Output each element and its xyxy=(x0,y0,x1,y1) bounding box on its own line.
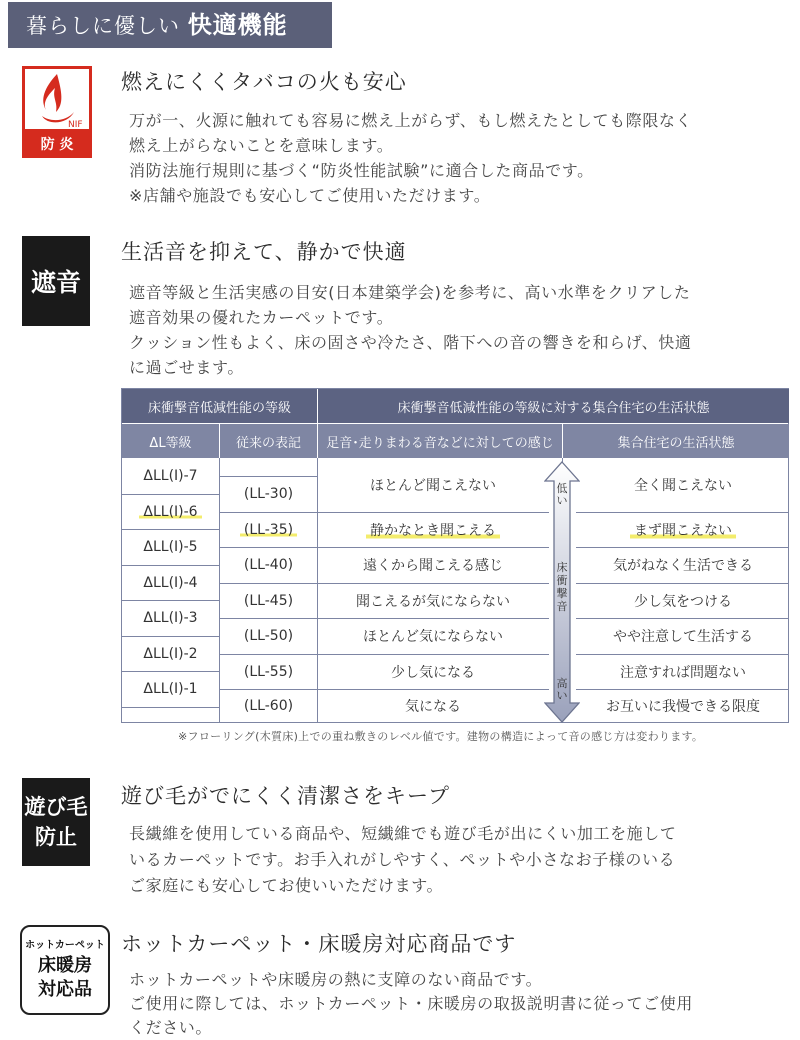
arrow-mid-label: 床衝撃音 xyxy=(556,561,568,613)
hot-carpet-icon xyxy=(20,925,110,1015)
feel-cell: ほとんど気にならない xyxy=(363,629,503,645)
table-head-life: 集合住宅の生活状態 xyxy=(563,424,789,458)
grade-cell: ΔLL(I)-5 xyxy=(143,539,198,555)
sound-grade-table xyxy=(121,388,789,723)
feel-cell: 気になる xyxy=(405,699,461,715)
sound-insulation-icon xyxy=(22,236,90,326)
grade-cell: ΔLL(I)-2 xyxy=(143,645,198,662)
feel-cell xyxy=(318,512,548,547)
hot-icon-line: ホットカーペット xyxy=(25,940,105,951)
table-head-grade-group: 床衝撃音低減性能の等級 xyxy=(122,389,317,423)
feel-cell: 遠くから聞こえる感じ xyxy=(363,558,503,574)
life-cell: お互いに我慢できる限度 xyxy=(606,699,760,715)
section-sound-title: 生活音を抑えて、静かで快適 xyxy=(121,240,407,264)
life-cell: 少し気をつける xyxy=(634,593,732,610)
old-cell: (LL-40) xyxy=(243,557,294,573)
life-cell: 注意すれば問題ない xyxy=(620,664,746,681)
header-banner xyxy=(8,2,332,48)
body-line: に過ごせます。 xyxy=(129,358,244,377)
feel-cell: 聞こえるが気にならない xyxy=(356,593,510,610)
table-head-old: 従来の表記 xyxy=(220,424,317,458)
grade-cell xyxy=(122,494,219,529)
body-line: 遮音等級と生活実感の目安(日本建築学会)を参考に、高い水準をクリアした xyxy=(129,283,691,302)
feel-cell: 少し気になる xyxy=(391,664,475,681)
anti-fluff-icon xyxy=(22,778,90,866)
hot-icon-line: 床暖房 xyxy=(38,955,92,976)
section-fire-body xyxy=(129,108,692,208)
arrow-high-label: 高い xyxy=(556,677,568,702)
table-note: ※フローリング(木質床)上での重ね敷きのレベル値です。建物の構造によって音の感じ方は変わります。 xyxy=(178,730,704,743)
section-fire-title: 燃えにくくタバコの火も安心 xyxy=(121,70,407,94)
grade-cell: ΔLL(I)-4 xyxy=(143,574,198,591)
arrow-low-label: 低い xyxy=(556,482,568,507)
feel-cell: ほとんど聞こえない xyxy=(370,478,496,494)
fire-icon-label: 防 炎 xyxy=(40,137,74,153)
grade-cell: ΔLL(I)-7 xyxy=(143,468,198,484)
feel-highlight: 静かなとき聞こえる xyxy=(366,520,500,540)
section-sound-body xyxy=(129,280,691,380)
body-line: ください。 xyxy=(129,1018,213,1037)
nif-mark: NIF xyxy=(68,120,83,130)
hot-icon-line: 対応品 xyxy=(38,979,92,1000)
old-cell xyxy=(220,512,317,547)
old-cell: (LL-30) xyxy=(243,486,294,502)
body-line: 消防法施行規則に基づく“防炎性能試験”に適合した商品です。 xyxy=(129,161,594,180)
life-cell: やや注意して生活する xyxy=(613,629,753,645)
section-hot-body xyxy=(129,968,693,1040)
grade-highlight: ΔLL(I)-6 xyxy=(139,504,201,520)
body-line: 万が一、火源に触れても容易に燃え上がらず、もし燃えたとしても際限なく xyxy=(129,111,693,130)
body-line: ※店舗や施設でも安心してご使用いただけます。 xyxy=(129,186,491,205)
table-head-delta-l: ΔL等級 xyxy=(122,424,219,458)
fluff-icon-line: 遊び毛 xyxy=(24,795,88,819)
old-cell: (LL-45) xyxy=(243,592,294,609)
old-cell: (LL-50) xyxy=(243,628,294,644)
fire-retardant-icon xyxy=(22,66,92,158)
body-line: ご家庭にも安心してお使いいただけます。 xyxy=(129,876,444,895)
header-title: 快適機能 xyxy=(187,11,288,39)
grade-cell: ΔLL(I)-3 xyxy=(143,610,198,626)
table-head-life-group: 床衝撃音低減性能の等級に対する集合住宅の生活状態 xyxy=(318,389,789,423)
old-highlight: (LL-35) xyxy=(240,522,297,538)
section-fluff-title: 遊び毛がでにくく清潔さをキープ xyxy=(121,784,450,808)
life-highlight: まず聞こえない xyxy=(630,520,736,540)
fluff-icon-line: 防止 xyxy=(35,825,77,849)
section-fluff-body xyxy=(129,821,676,899)
old-cell: (LL-55) xyxy=(243,663,294,680)
sound-icon-label: 遮音 xyxy=(30,268,81,297)
body-line: クッション性もよく、床の固さや冷たさ、階下への音の響きを和らげ、快適 xyxy=(129,333,692,352)
body-line: 燃え上がらないことを意味します。 xyxy=(129,136,394,155)
table-head-feel: 足音･走りまわる音などに対しての感じ xyxy=(318,424,562,458)
body-line: ホットカーペットや床暖房の熱に支障のない商品です。 xyxy=(129,970,543,989)
body-line: 長繊維を使用している商品や、短繊維でも遊び毛が出にくい加工を施して xyxy=(129,824,677,843)
body-line: 遮音効果の優れたカーペットです。 xyxy=(129,308,394,327)
life-cell xyxy=(577,512,789,547)
header-prefix: 暮らしに優しい xyxy=(26,14,180,38)
life-cell: 全く聞こえない xyxy=(634,478,732,494)
body-line: ご使用に際しては、ホットカーペット・床暖房の取扱説明書に従ってご使用 xyxy=(129,994,693,1013)
grade-cell: ΔLL(I)-1 xyxy=(143,681,198,697)
life-cell: 気がねなく生活できる xyxy=(613,558,753,574)
old-cell: (LL-60) xyxy=(243,698,294,714)
body-line: いるカーペットです。お手入れがしやすく、ペットや小さなお子様のいる xyxy=(129,850,676,869)
section-hot-title: ホットカーペット・床暖房対応商品です xyxy=(121,932,517,956)
